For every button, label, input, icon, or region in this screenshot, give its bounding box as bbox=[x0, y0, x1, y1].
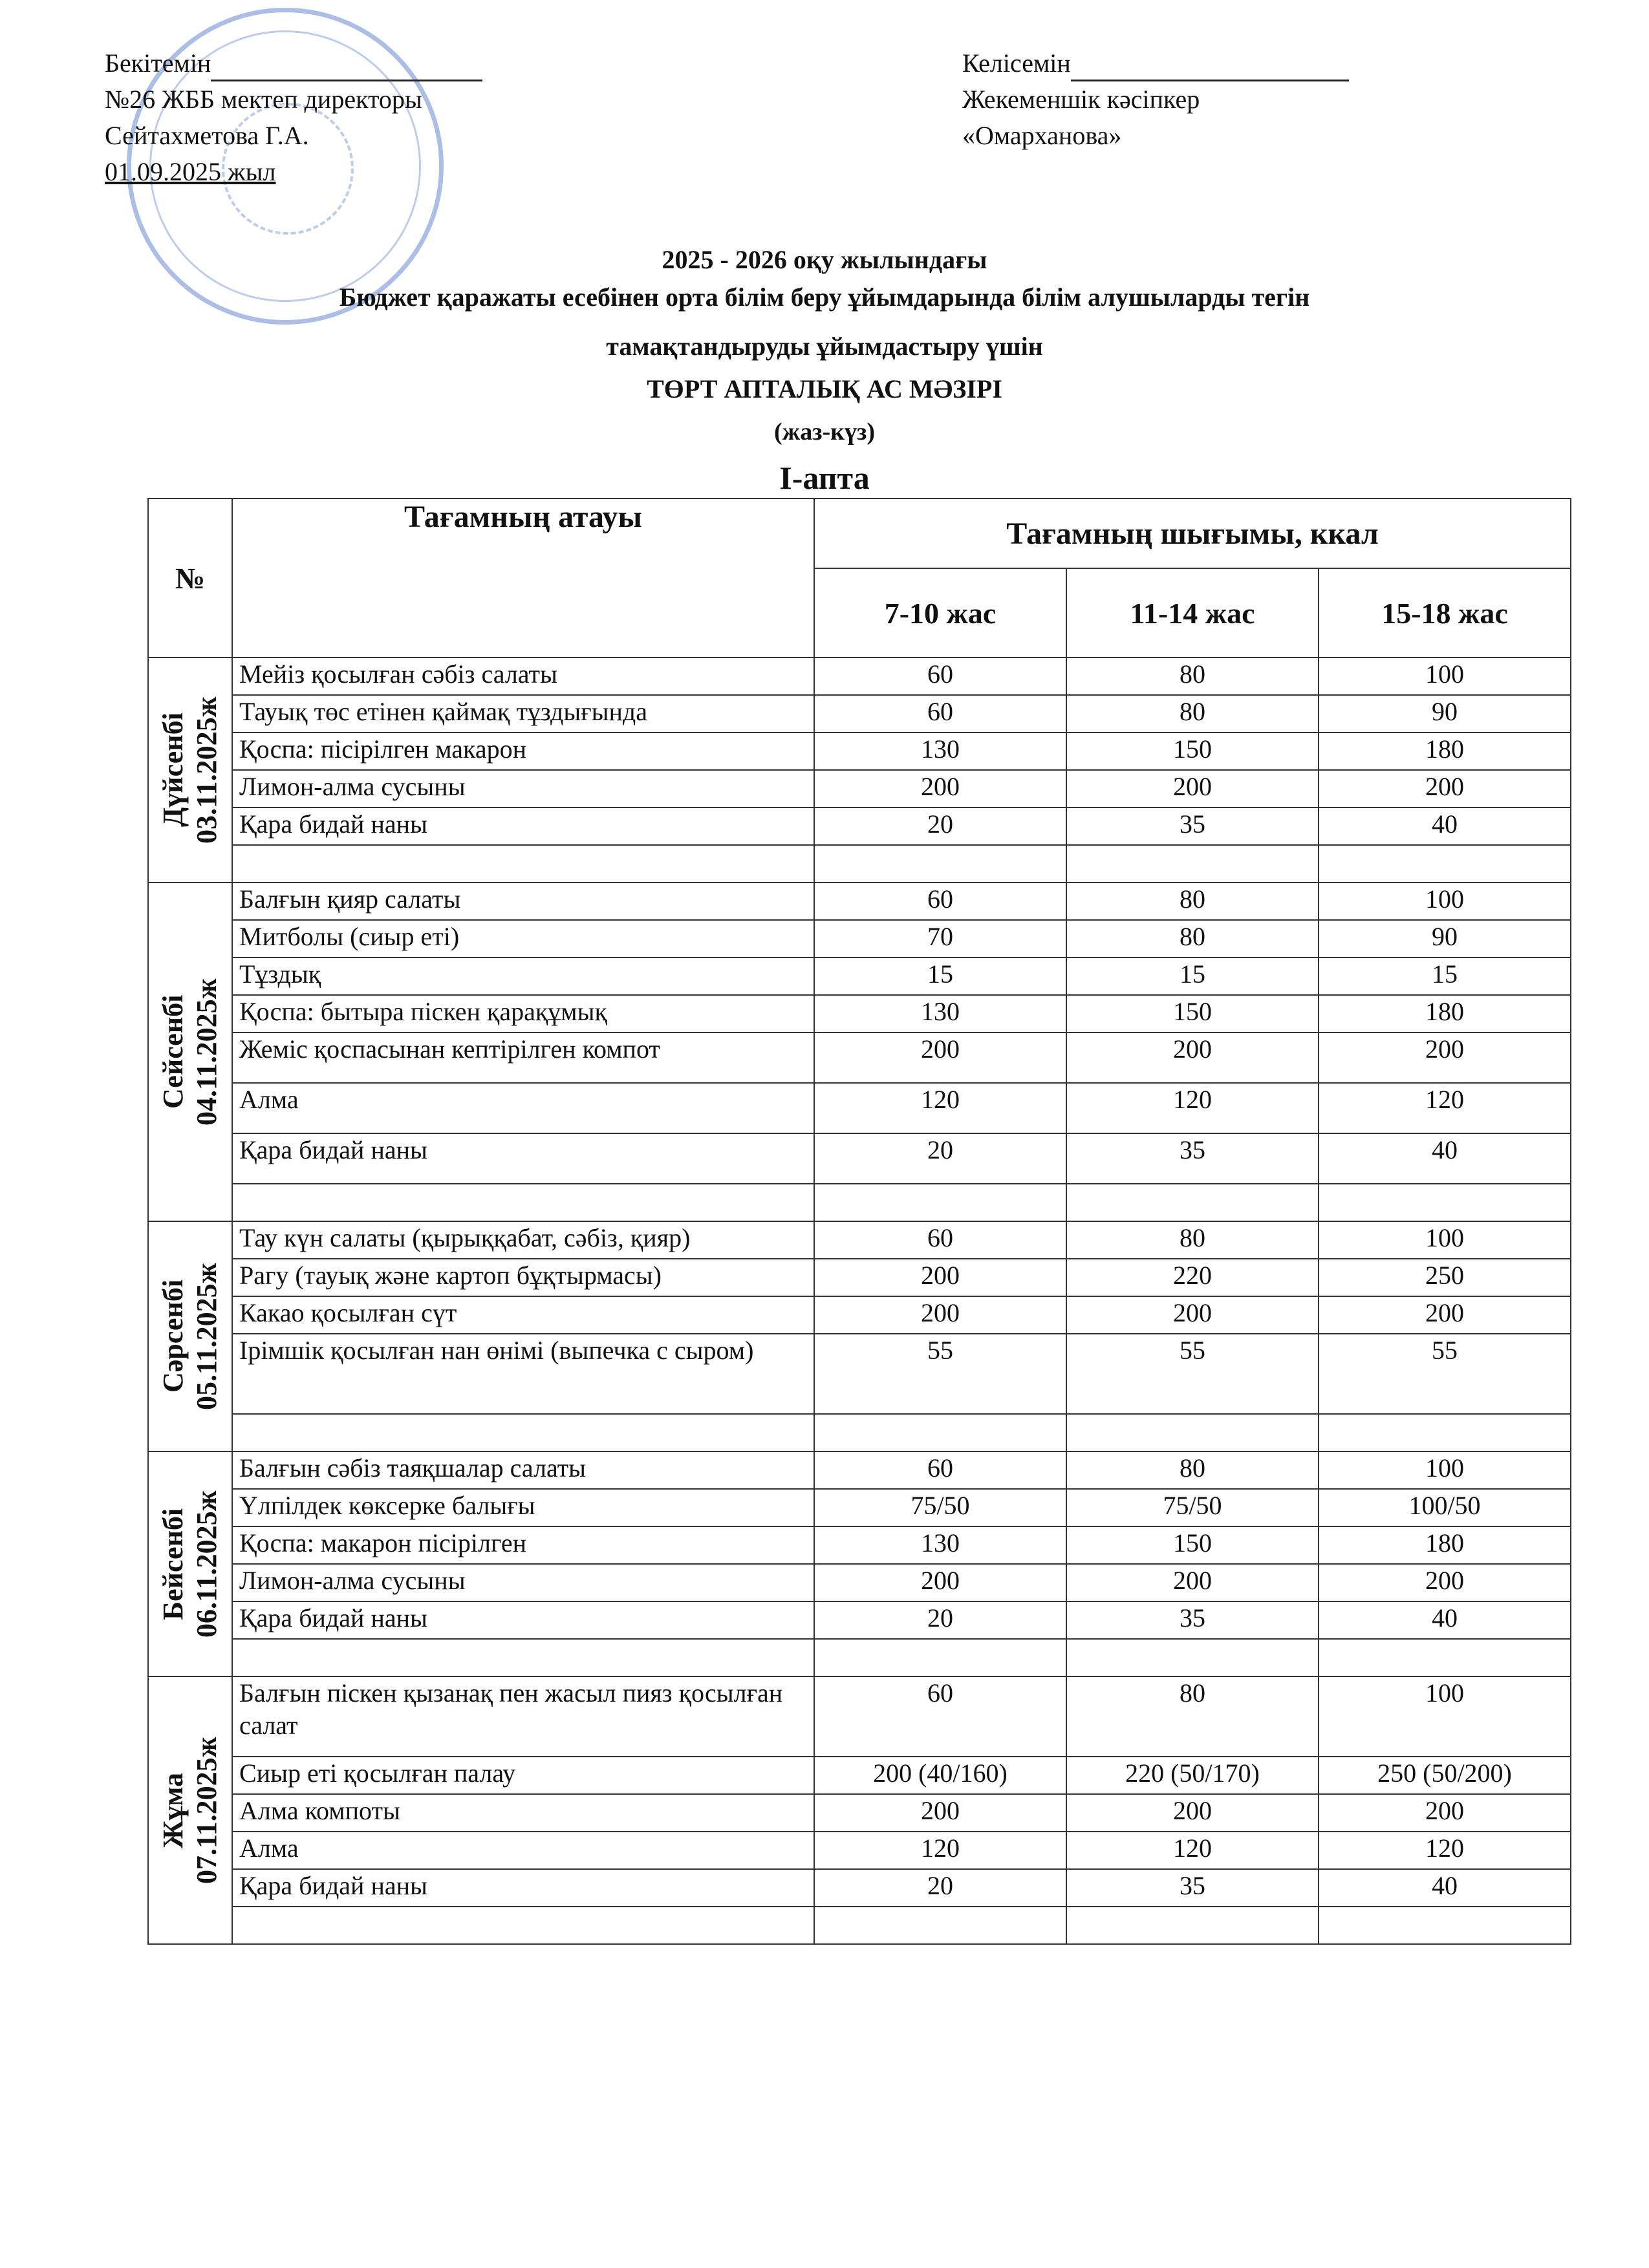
kcal-11-14: 80 bbox=[1066, 1676, 1319, 1757]
kcal-15-18: 40 bbox=[1319, 1869, 1571, 1907]
kcal-15-18: 40 bbox=[1319, 808, 1571, 845]
kcal-15-18: 200 bbox=[1319, 1564, 1571, 1601]
kcal-11-14: 80 bbox=[1066, 695, 1319, 733]
kcal-11-14: 200 bbox=[1066, 1564, 1319, 1601]
kcal-7-10: 200 (40/160) bbox=[814, 1757, 1066, 1794]
day-name: Жұма bbox=[157, 1772, 189, 1848]
dish-name: Қоспа: макарон пісірілген bbox=[232, 1526, 814, 1564]
empty-row bbox=[148, 845, 1571, 883]
agreement-title: Келісемін bbox=[962, 48, 1071, 78]
kcal-15-18: 40 bbox=[1319, 1601, 1571, 1639]
kcal-11-14: 220 bbox=[1066, 1259, 1319, 1296]
kcal-7-10: 200 bbox=[814, 770, 1066, 808]
table-row bbox=[148, 1221, 1571, 1259]
kcal-7-10: 200 bbox=[814, 1296, 1066, 1334]
kcal-11-14: 200 bbox=[1066, 1296, 1319, 1334]
kcal-15-18: 200 bbox=[1319, 770, 1571, 808]
kcal-7-10: 120 bbox=[814, 1083, 1066, 1133]
dish-name: Алма bbox=[232, 1083, 814, 1133]
dish-name: Балғын піскен қызанақ пен жасыл пияз қосылған салат bbox=[232, 1676, 814, 1757]
approval-date: 01.09.2025 жыл bbox=[105, 157, 276, 186]
kcal-15-18: 100/50 bbox=[1319, 1489, 1571, 1526]
agreement-entity: Жекеменшік кәсіпкер bbox=[962, 85, 1200, 114]
agreement-block bbox=[962, 45, 1349, 154]
table-row bbox=[148, 1601, 1571, 1639]
day-cell-friday bbox=[148, 1676, 232, 1944]
kcal-15-18: 200 bbox=[1319, 1794, 1571, 1832]
dish-name: Алма компоты bbox=[232, 1794, 814, 1832]
kcal-11-14: 150 bbox=[1066, 733, 1319, 770]
heading-week: I-апта bbox=[779, 460, 870, 496]
kcal-11-14: 35 bbox=[1066, 1133, 1319, 1184]
kcal-7-10: 60 bbox=[814, 883, 1066, 920]
table-row bbox=[148, 1757, 1571, 1794]
approval-title: Бекітемін bbox=[105, 48, 211, 78]
kcal-7-10: 60 bbox=[814, 1221, 1066, 1259]
kcal-7-10: 200 bbox=[814, 1259, 1066, 1296]
table-row bbox=[148, 808, 1571, 845]
table-row bbox=[148, 1133, 1571, 1184]
kcal-15-18: 250 (50/200) bbox=[1319, 1757, 1571, 1794]
kcal-7-10: 120 bbox=[814, 1832, 1066, 1869]
dish-name: Қоспа: пісірілген макарон bbox=[232, 733, 814, 770]
dish-name: Балғын сәбіз таяқшалар салаты bbox=[232, 1451, 814, 1489]
dish-name: Қара бидай наны bbox=[232, 1601, 814, 1639]
kcal-11-14: 35 bbox=[1066, 808, 1319, 845]
day-name: Сәрсенбі bbox=[157, 1279, 189, 1393]
table-row bbox=[148, 1526, 1571, 1564]
kcal-11-14: 80 bbox=[1066, 1221, 1319, 1259]
day-name: Сейсенбі bbox=[157, 994, 189, 1109]
day-cell-monday bbox=[148, 658, 232, 883]
day-date: 07.11.2025ж bbox=[191, 1737, 222, 1884]
kcal-11-14: 80 bbox=[1066, 658, 1319, 695]
day-date: 06.11.2025ж bbox=[191, 1490, 222, 1638]
approval-block bbox=[105, 45, 482, 190]
kcal-11-14: 220 (50/170) bbox=[1066, 1757, 1319, 1794]
kcal-15-18: 90 bbox=[1319, 695, 1571, 733]
table-row bbox=[148, 883, 1571, 920]
table-row bbox=[148, 1564, 1571, 1601]
heading-line3: тамақтандыруды ұйымдастыру үшін bbox=[606, 332, 1043, 361]
heading-year: 2025 - 2026 оқу жылындағы bbox=[662, 245, 987, 274]
day-date: 05.11.2025ж bbox=[191, 1263, 222, 1410]
dish-name: Балғын қияр салаты bbox=[232, 883, 814, 920]
day-date: 04.11.2025ж bbox=[191, 978, 222, 1126]
kcal-7-10: 130 bbox=[814, 995, 1066, 1032]
dish-name: Лимон-алма сусыны bbox=[232, 1564, 814, 1601]
kcal-11-14: 80 bbox=[1066, 920, 1319, 957]
kcal-15-18: 120 bbox=[1319, 1832, 1571, 1869]
age-header-11-14: 11-14 жас bbox=[1066, 568, 1319, 658]
kcal-7-10: 200 bbox=[814, 1032, 1066, 1083]
table-row bbox=[148, 1832, 1571, 1869]
table-row bbox=[148, 1794, 1571, 1832]
kcal-11-14: 200 bbox=[1066, 1794, 1319, 1832]
kcal-7-10: 20 bbox=[814, 1133, 1066, 1184]
dish-name: Қара бидай наны bbox=[232, 1133, 814, 1184]
kcal-15-18: 100 bbox=[1319, 1221, 1571, 1259]
heading-menu-title: ТӨРТ АПТАЛЫҚ АС МӘЗІРІ bbox=[647, 374, 1002, 403]
kcal-7-10: 60 bbox=[814, 695, 1066, 733]
empty-row bbox=[148, 1639, 1571, 1676]
kcal-7-10: 15 bbox=[814, 957, 1066, 995]
kcal-11-14: 200 bbox=[1066, 770, 1319, 808]
table-row bbox=[148, 1676, 1571, 1757]
kcal-15-18: 100 bbox=[1319, 658, 1571, 695]
col-yield-header: Тағамның шығымы, ккал bbox=[814, 498, 1571, 568]
dish-name: Тау күн салаты (қырыққабат, сәбіз, қияр) bbox=[232, 1221, 814, 1259]
kcal-15-18: 55 bbox=[1319, 1334, 1571, 1414]
kcal-15-18: 90 bbox=[1319, 920, 1571, 957]
table-row bbox=[148, 1869, 1571, 1907]
dish-name: Рагу (тауық және картоп бұқтырмасы) bbox=[232, 1259, 814, 1296]
table-row bbox=[148, 957, 1571, 995]
kcal-7-10: 60 bbox=[814, 1676, 1066, 1757]
kcal-15-18: 100 bbox=[1319, 883, 1571, 920]
dish-name: Митболы (сиыр еті) bbox=[232, 920, 814, 957]
approval-position: №26 ЖББ мектеп директоры bbox=[105, 85, 422, 114]
kcal-15-18: 200 bbox=[1319, 1296, 1571, 1334]
kcal-15-18: 250 bbox=[1319, 1259, 1571, 1296]
kcal-11-14: 15 bbox=[1066, 957, 1319, 995]
kcal-15-18: 180 bbox=[1319, 1526, 1571, 1564]
menu-table bbox=[147, 498, 1571, 1945]
signature-line bbox=[1071, 56, 1349, 81]
kcal-11-14: 55 bbox=[1066, 1334, 1319, 1414]
signature-line bbox=[211, 54, 482, 81]
kcal-7-10: 200 bbox=[814, 1794, 1066, 1832]
dish-name: Қара бидай наны bbox=[232, 808, 814, 845]
kcal-7-10: 20 bbox=[814, 1601, 1066, 1639]
kcal-15-18: 100 bbox=[1319, 1676, 1571, 1757]
kcal-11-14: 75/50 bbox=[1066, 1489, 1319, 1526]
kcal-7-10: 130 bbox=[814, 733, 1066, 770]
kcal-11-14: 200 bbox=[1066, 1032, 1319, 1083]
kcal-11-14: 120 bbox=[1066, 1832, 1319, 1869]
agreement-name: «Омарханова» bbox=[962, 121, 1122, 150]
kcal-15-18: 40 bbox=[1319, 1133, 1571, 1184]
heading-season: (жаз-күз) bbox=[774, 418, 875, 445]
table-row bbox=[148, 658, 1571, 695]
day-cell-thursday bbox=[148, 1451, 232, 1676]
day-cell-wednesday bbox=[148, 1221, 232, 1451]
kcal-15-18: 180 bbox=[1319, 733, 1571, 770]
dish-name: Алма bbox=[232, 1832, 814, 1869]
kcal-11-14: 150 bbox=[1066, 995, 1319, 1032]
kcal-11-14: 80 bbox=[1066, 883, 1319, 920]
dish-name: Жеміс қоспасынан кептірілген компот bbox=[232, 1032, 814, 1083]
dish-name: Қоспа: бытыра піскен қарақұмық bbox=[232, 995, 814, 1032]
kcal-7-10: 60 bbox=[814, 658, 1066, 695]
kcal-11-14: 35 bbox=[1066, 1601, 1319, 1639]
kcal-11-14: 150 bbox=[1066, 1526, 1319, 1564]
kcal-7-10: 200 bbox=[814, 1564, 1066, 1601]
table-row bbox=[148, 1489, 1571, 1526]
kcal-15-18: 120 bbox=[1319, 1083, 1571, 1133]
kcal-7-10: 20 bbox=[814, 1869, 1066, 1907]
col-number-header: № bbox=[148, 498, 232, 658]
age-header-7-10: 7-10 жас bbox=[814, 568, 1066, 658]
day-name: Дүйсенбі bbox=[157, 712, 189, 828]
col-name-header: Тағамның атауы bbox=[232, 498, 814, 658]
kcal-15-18: 180 bbox=[1319, 995, 1571, 1032]
kcal-7-10: 70 bbox=[814, 920, 1066, 957]
day-date: 03.11.2025ж bbox=[191, 696, 222, 844]
dish-name: Қара бидай наны bbox=[232, 1869, 814, 1907]
day-cell-tuesday bbox=[148, 883, 232, 1221]
dish-name: Мейіз қосылған сәбіз салаты bbox=[232, 658, 814, 695]
empty-row bbox=[148, 1907, 1571, 1944]
kcal-7-10: 20 bbox=[814, 808, 1066, 845]
table-row bbox=[148, 733, 1571, 770]
table-row bbox=[148, 1259, 1571, 1296]
table-row bbox=[148, 1032, 1571, 1083]
kcal-11-14: 120 bbox=[1066, 1083, 1319, 1133]
table-row bbox=[148, 1083, 1571, 1133]
table-row bbox=[148, 770, 1571, 808]
dish-name: Какао қосылған сүт bbox=[232, 1296, 814, 1334]
dish-name: Сиыр еті қосылған палау bbox=[232, 1757, 814, 1794]
kcal-7-10: 60 bbox=[814, 1451, 1066, 1489]
dish-name: Лимон-алма сусыны bbox=[232, 770, 814, 808]
kcal-7-10: 130 bbox=[814, 1526, 1066, 1564]
table-row bbox=[148, 920, 1571, 957]
kcal-11-14: 80 bbox=[1066, 1451, 1319, 1489]
kcal-15-18: 100 bbox=[1319, 1451, 1571, 1489]
table-row bbox=[148, 1451, 1571, 1489]
empty-row bbox=[148, 1184, 1571, 1221]
dish-name: Тауық төс етінен қаймақ тұздығында bbox=[232, 695, 814, 733]
table-row bbox=[148, 1334, 1571, 1414]
age-header-15-18: 15-18 жас bbox=[1319, 568, 1571, 658]
dish-name: Тұздық bbox=[232, 957, 814, 995]
kcal-15-18: 200 bbox=[1319, 1032, 1571, 1083]
kcal-7-10: 75/50 bbox=[814, 1489, 1066, 1526]
table-row bbox=[148, 995, 1571, 1032]
dish-name: Ірімшік қосылған нан өнімі (выпечка с сыром) bbox=[232, 1334, 814, 1414]
empty-row bbox=[148, 1414, 1571, 1451]
table-row bbox=[148, 695, 1571, 733]
kcal-11-14: 35 bbox=[1066, 1869, 1319, 1907]
kcal-7-10: 55 bbox=[814, 1334, 1066, 1414]
approval-name: Сейтахметова Г.А. bbox=[105, 121, 309, 150]
day-name: Бейсенбі bbox=[157, 1508, 189, 1620]
table-row bbox=[148, 1296, 1571, 1334]
heading-line2: Бюджет қаражаты есебінен орта білім беру ұйымдарында білім алушыларды тегін bbox=[339, 283, 1310, 312]
dish-name: Үлпілдек көксерке балығы bbox=[232, 1489, 814, 1526]
kcal-15-18: 15 bbox=[1319, 957, 1571, 995]
